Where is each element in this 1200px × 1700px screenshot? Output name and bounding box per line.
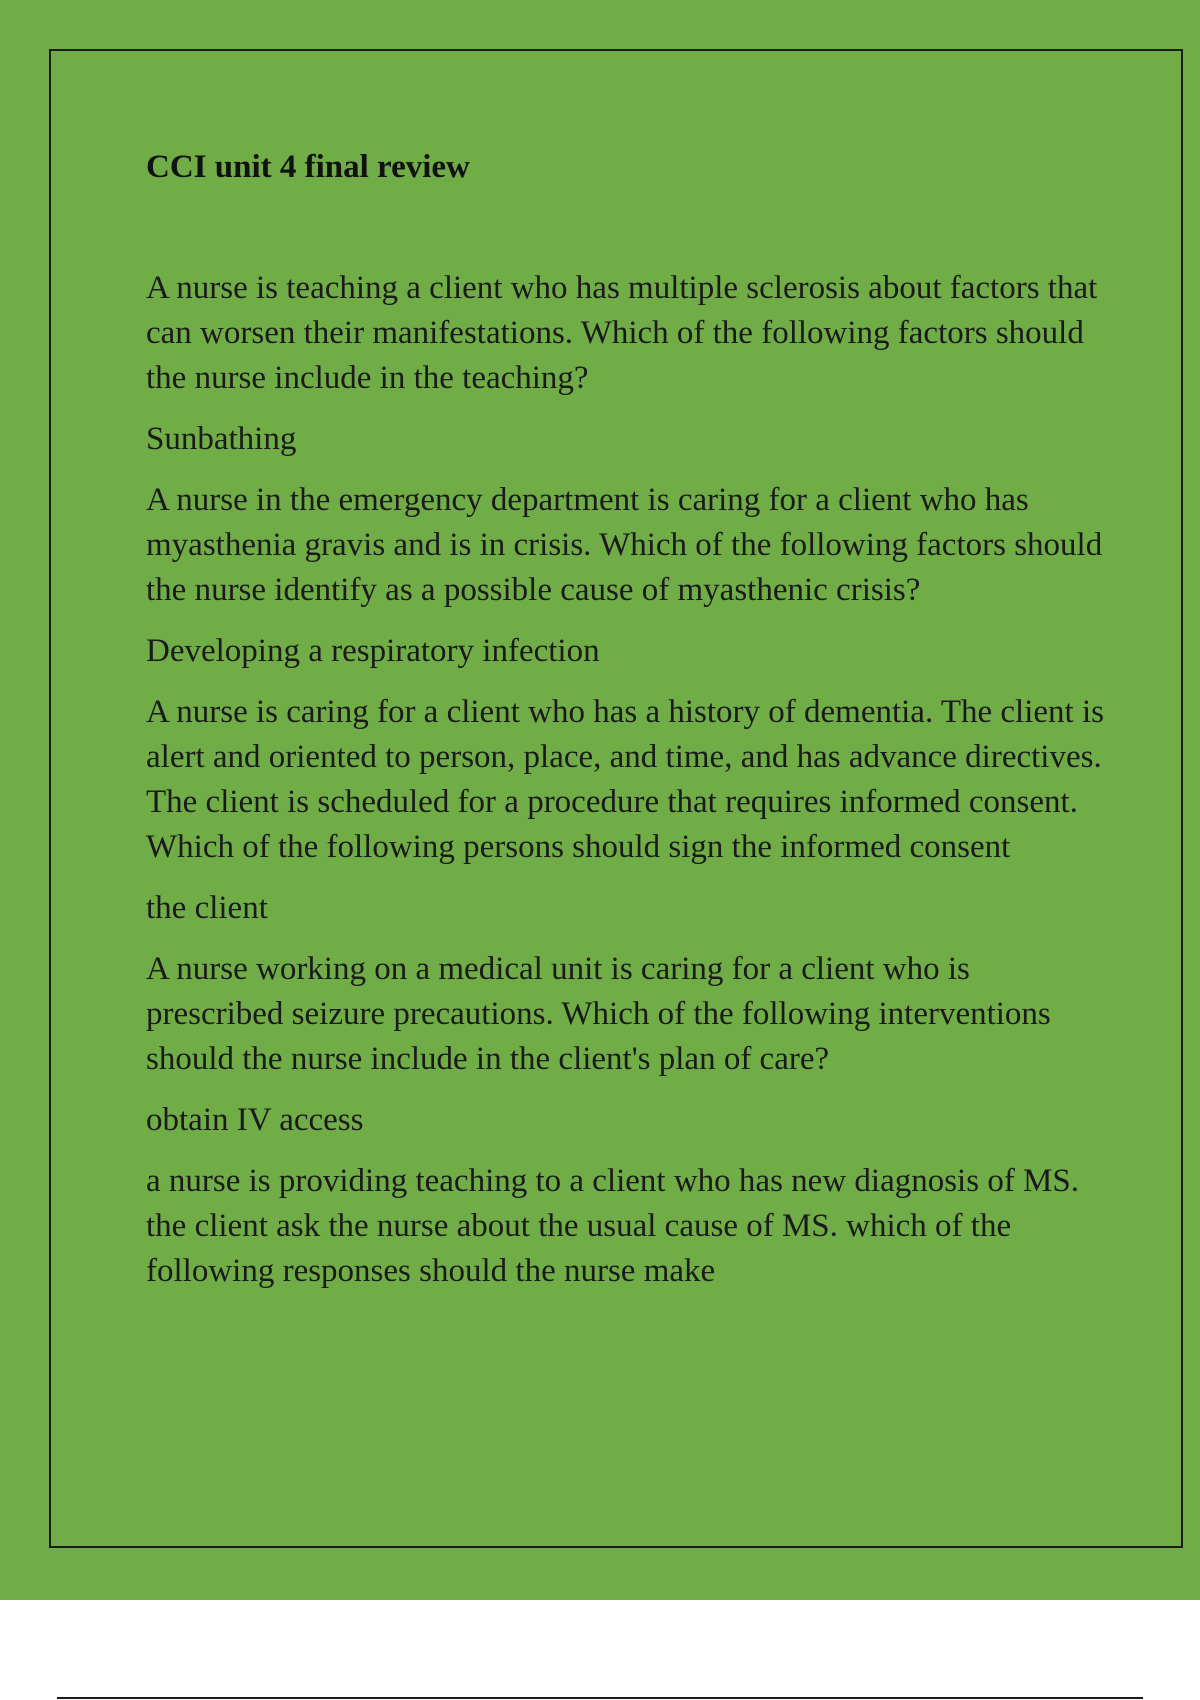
question-text: A nurse working on a medical unit is caring for a client who is prescribed seizure precautions. Which of the following interventions should the nurse include in the client's plan of care? — [146, 951, 1051, 1077]
qa-item-2 — [146, 478, 1106, 674]
question-text: a nurse is providing teaching to a client who has new diagnosis of MS. the client ask the nurse about the usual cause of MS. which of the following responses should the nurse make — [146, 1163, 1080, 1289]
answer-text: the client — [146, 890, 268, 926]
qa-item-1 — [146, 266, 1106, 462]
answer-text: obtain IV access — [146, 1102, 364, 1138]
document-content — [146, 145, 1106, 1310]
document-title: CCI unit 4 final review — [146, 149, 470, 185]
qa-item-3 — [146, 690, 1106, 931]
answer-text: Developing a respiratory infection — [146, 633, 600, 669]
qa-item-5 — [146, 1159, 1106, 1294]
question-text: A nurse in the emergency department is caring for a client who has myasthenia gravis and is in crisis. Which of the following factors should the nurse identify as a possible cause of myasthenic crisis? — [146, 482, 1103, 608]
question-text: A nurse is teaching a client who has multiple sclerosis about factors that can worsen their manifestations. Which of the following factors should the nurse include in the teaching? — [146, 270, 1098, 396]
page-divider — [57, 1697, 1143, 1699]
answer-text: Sunbathing — [146, 421, 297, 457]
question-text: A nurse is caring for a client who has a history of dementia. The client is alert and oriented to person, place, and time, and has advance directives. The client is scheduled for a procedure that requires informed consent. Which of the following persons should sign the informed consent — [146, 694, 1104, 865]
qa-item-4 — [146, 947, 1106, 1143]
